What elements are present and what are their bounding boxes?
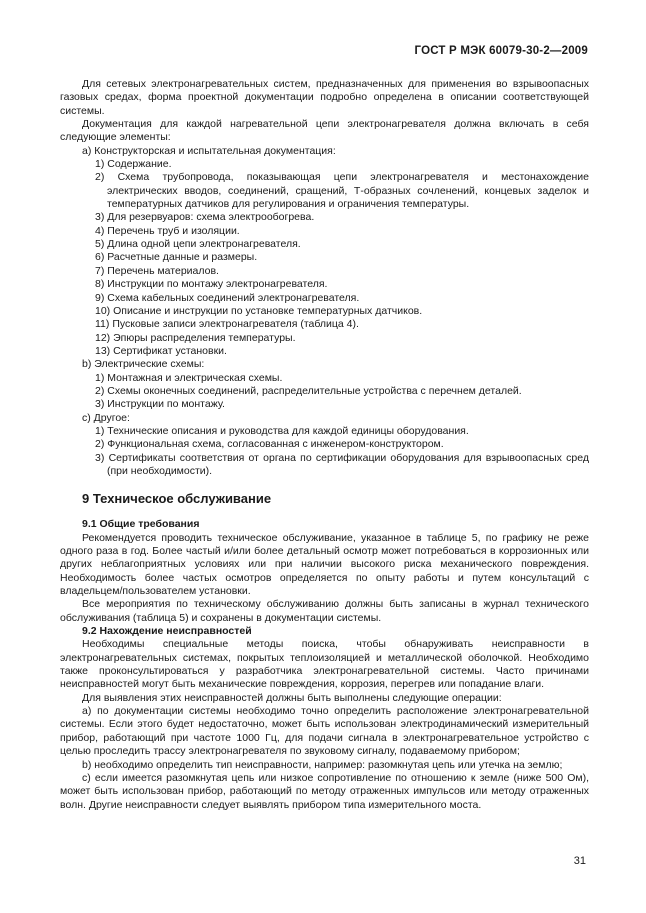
subsection-9-2-title: 9.2 Нахождение неисправностей — [82, 625, 252, 638]
operation-item-c: c) если имеется разомкнутая цепь или низкое сопротивление по отношению к земле (ниже 500 Ом), может быть использован прибор, работающий по методу отраженных импульсов или методу отраженных волн. Другие неисправности следует выявлять прибором типа измерительного моста. — [60, 771, 589, 811]
subsection-9-1-title: 9.1 Общие требования — [82, 518, 200, 531]
list-c-heading: c) Другое: — [82, 411, 130, 424]
list-b-heading: b) Электрические схемы: — [82, 358, 205, 371]
list-a-item: 3) Для резервуаров: схема электрообогрева. — [95, 211, 315, 224]
list-a-item: 2) Схема трубопровода, показывающая цепи электронагревателя и местонахождение электрических вводов, соединений, сращений, Т-образных сочленений, концевых заделок и температурных датчиков для регулирования и ограничения температуры. — [95, 171, 589, 211]
list-a-item: 8) Инструкции по монтажу электронагревателя. — [95, 278, 328, 291]
intro-paragraph-2: Документация для каждой нагревательной цепи электронагревателя должна включать в себя следующие элементы: — [60, 118, 589, 144]
list-a-item: 7) Перечень материалов. — [95, 264, 219, 277]
list-a-heading: a) Конструкторская и испытательная документация: — [82, 144, 336, 157]
subsection-9-2-paragraph-2: Для выявления этих неисправностей должны быть выполнены следующие операции: — [82, 691, 502, 704]
standard-header: ГОСТ Р МЭК 60079-30-2—2009 — [414, 45, 588, 57]
list-b-item: 2) Схемы оконечных соединений, распределительные устройства с перечнем деталей. — [95, 384, 522, 397]
list-a-item: 12) Эпюры распределения температуры. — [95, 331, 296, 344]
operation-item-b: b) необходимо определить тип неисправности, например: разомкнутая цепь или утечка на землю; — [82, 758, 563, 771]
subsection-9-2-paragraph-1: Необходимы специальные методы поиска, чтобы обнаруживать неисправности в электронагревательных системах, покрытых теплоизоляцией и металлической оболочкой. Необходимо также проконсультироваться у разработчика электронагревательной системы. Часто причинами неисправностей могут быть механические повреждения, коррозия, перегрев или попадание влаги. — [60, 638, 589, 691]
subsection-9-1-paragraph-1: Рекомендуется проводить техническое обслуживание, указанное в таблице 5, по графику не реже одного раза в год. Более частый и/или более детальный осмотр может потребоваться в коррозионных или других неблагоприятных условиях или при наличии высокого риска механического повреждения. Необходимость более частых осмотров определяется по опыту работы и путем консультаций с владельцем/пользователем установки. — [60, 531, 589, 598]
list-b-item: 1) Монтажная и электрическая схемы. — [95, 371, 283, 384]
list-a-item: 13) Сертификат установки. — [95, 344, 227, 357]
list-c-item: 1) Технические описания и руководства для каждой единицы оборудования. — [95, 424, 469, 437]
list-c-item: 2) Функциональная схема, согласованная с инженером-конструктором. — [95, 438, 444, 451]
list-a-item: 5) Длина одной цепи электронагревателя. — [95, 238, 301, 251]
list-a-item: 4) Перечень труб и изоляции. — [95, 224, 240, 237]
intro-paragraph-1: Для сетевых электронагревательных систем, предназначенных для применения во взрывоопасных газовых средах, форма проектной документации подробно определена в описании соответствующей системы. — [60, 78, 589, 117]
subsection-9-1-paragraph-2: Все мероприятия по техническому обслуживанию должны быть записаны в журнал технического обслуживания (таблица 5) и сохранены в документации системы. — [60, 598, 589, 624]
list-b-item: 3) Инструкции по монтажу. — [95, 398, 225, 411]
list-a-item: 10) Описание и инструкции по установке температурных датчиков. — [95, 304, 423, 317]
page-body — [60, 78, 589, 812]
page-number: 31 — [573, 855, 586, 867]
section-9-title: 9 Техническое обслуживание — [82, 491, 272, 507]
list-a-item: 6) Расчетные данные и размеры. — [95, 251, 258, 264]
list-c-item: 3) Сертификаты соответствия от органа по сертификации оборудования для взрывоопасных сред (при необходимости). — [95, 451, 589, 477]
list-a-item: 1) Содержание. — [95, 158, 172, 171]
operation-item-a: а) по документации системы необходимо точно определить расположение электронагревательной системы. Если этого будет недостаточно, может быть использован электродинамический измерительный прибор, работающий при частоте 1000 Гц, для подачи сигнала в электронагревательное устройство с целью проследить трассу электронагревателя по звуковому сигналу, подаваемому прибором; — [60, 705, 589, 758]
list-a-item: 11) Пусковые записи электронагревателя (таблица 4). — [95, 318, 359, 331]
list-a-item: 9) Схема кабельных соединений электронагревателя. — [95, 291, 360, 304]
